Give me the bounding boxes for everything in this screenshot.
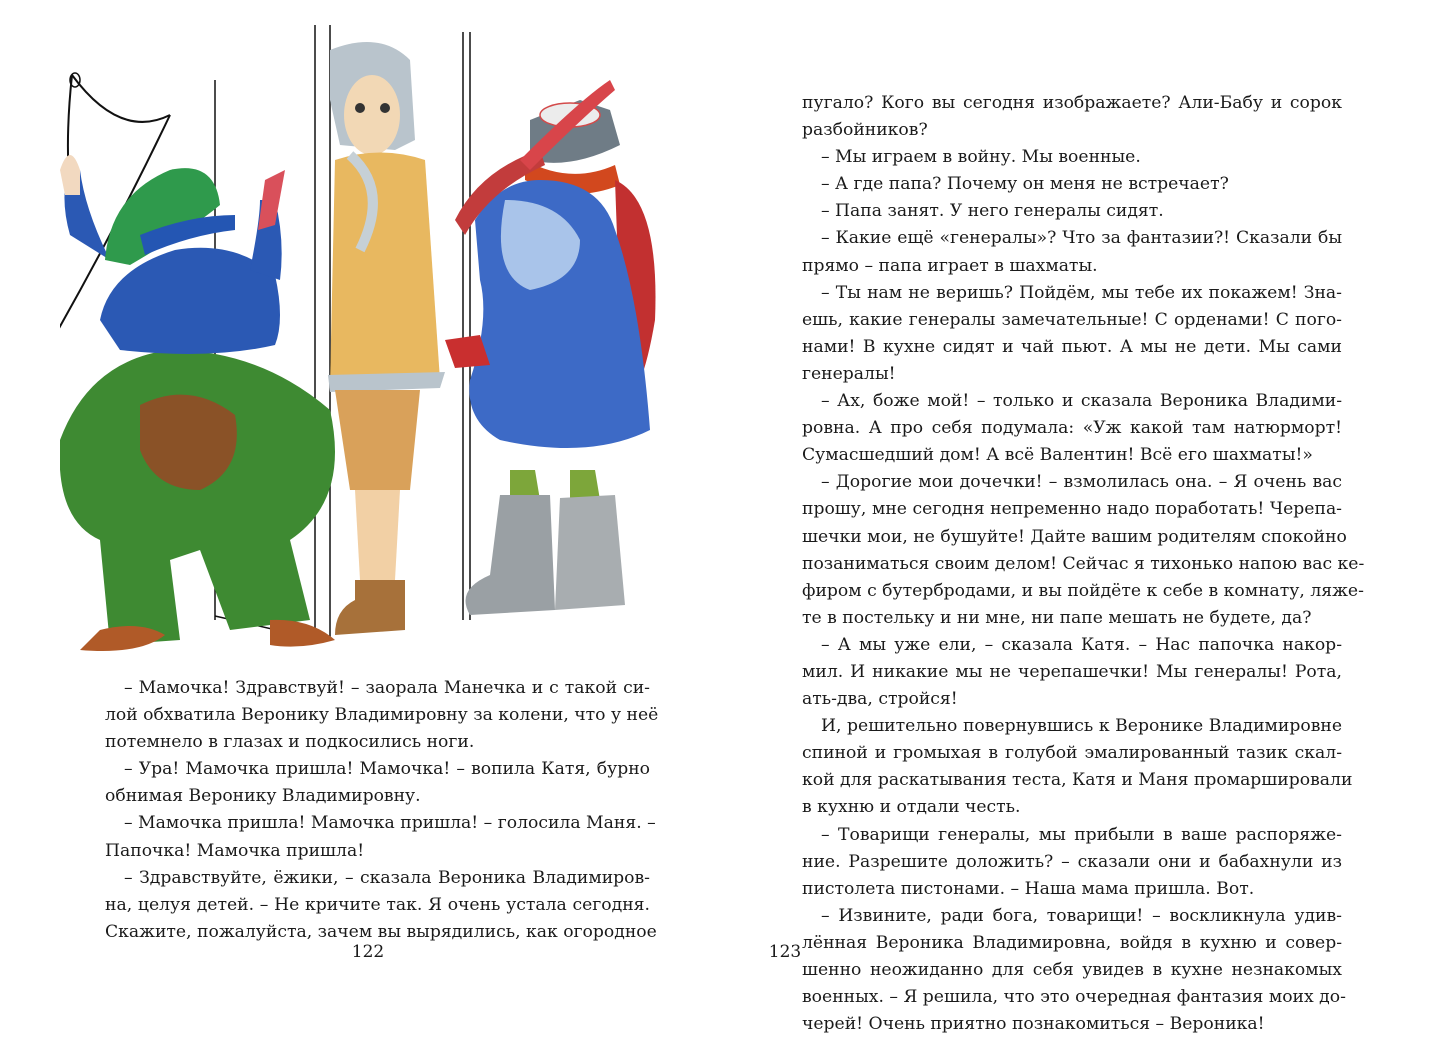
text-line: – Мамочка пришла! Мамочка пришла! – голосила Маня. –	[124, 813, 656, 834]
text-line: И, решительно повернувшись к Веронике Владимировне	[821, 716, 1342, 737]
left-page	[0, 0, 722, 1029]
text-line: ать-два, стройся!	[802, 689, 958, 710]
text-line: черей! Очень приятно познакомиться – Вероника!	[802, 1014, 1265, 1035]
text-line: – Товарищи генералы, мы прибыли в ваше распоряже-	[821, 824, 1342, 845]
text-line: обнимая Веронику Владимировну.	[105, 786, 421, 807]
right-page-text	[802, 90, 1365, 1038]
text-line: Сумасшедший дом! А всё Валентин! Всё его шахматы!»	[802, 445, 1313, 466]
text-line: – Мамочка! Здравствуй! – заорала Манечка и с такой си-	[124, 678, 650, 698]
text-line: – Ах, боже мой! – только и сказала Вероника Владими-	[821, 391, 1342, 412]
text-line: лённая Вероника Владимировна, войдя в кухню и совер-	[802, 932, 1342, 953]
text-line: военных. – Я решила, что это очередная фантазия моих до-	[802, 987, 1346, 1008]
text-line: генералы!	[802, 363, 896, 384]
text-line: пугало? Кого вы сегодня изображаете? Али-Бабу и сорок	[802, 93, 1342, 113]
text-line: прошу, мне сегодня непременно надо поработать! Черепа-	[802, 499, 1342, 520]
text-line: на, целуя детей. – Не кричите так. Я очень устала сегодня.	[105, 894, 650, 915]
text-line: в кухню и отдали честь.	[802, 797, 1021, 818]
text-line: – Здравствуйте, ёжики, – сказала Вероника Владимиров-	[124, 867, 650, 888]
text-line: лой обхватила Веронику Владимировну за колени, что у неё	[105, 705, 659, 726]
watercolor-illustration	[60, 20, 700, 660]
text-line: – Ура! Мамочка пришла! Мамочка! – вопила Катя, бурно	[124, 759, 650, 780]
text-line: – Ты нам не веришь? Пойдём, мы тебе их покажем! Зна-	[821, 282, 1342, 303]
text-line: потемнело в глазах и подкосились ноги.	[105, 732, 475, 753]
text-line: – Мы играем в войну. Мы военные.	[821, 147, 1141, 168]
text-line: ешь, какие генералы замечательные! С орденами! С пого-	[802, 309, 1342, 330]
text-line: мил. И никакие мы не черепашечки! Мы генералы! Рота,	[802, 661, 1342, 682]
text-line: спиной и громыхая в голубой эмалированный тазик скал-	[802, 743, 1342, 764]
text-line: – Папа занят. У него генералы сидят.	[821, 201, 1164, 222]
text-line: – Какие ещё «генералы»? Что за фантазии?! Сказали бы	[821, 228, 1342, 249]
right-page	[722, 0, 1445, 1035]
text-line: шечки мои, не бушуйте! Дайте вашим родителям спокойно	[802, 526, 1347, 547]
text-line: пистолета пистонами. – Наша мама пришла. Вот.	[802, 878, 1255, 899]
text-line: Скажите, пожалуйста, зачем вы вырядились, как огородное	[105, 921, 657, 942]
text-line: шенно неожиданно для себя увидев в кухне незнакомых	[802, 960, 1342, 980]
page-number: 122	[351, 942, 385, 962]
text-line: – А мы уже ели, – сказала Катя. – Нас папочка накор-	[821, 634, 1342, 655]
text-line: Папочка! Мамочка пришла!	[105, 840, 365, 861]
mother-figure	[328, 42, 445, 635]
text-line: ровна. А про себя подумала: «Уж какой там натюрморт!	[802, 418, 1342, 439]
text-line: фиром с бутербродами, и вы пойдёте к себе в комнату, ляже-	[802, 580, 1364, 601]
text-line: нами! В кухне сидят и чай пьют. А мы не дети. Мы сами	[802, 336, 1342, 357]
child-left-figure	[60, 155, 335, 651]
text-line: ние. Разрешите доложить? – сказали они и бабахнули из	[802, 851, 1342, 872]
left-page-text	[105, 675, 659, 946]
text-line: – Дорогие мои дочечки! – взмолилась она. – Я очень вас	[821, 472, 1342, 493]
text-line: – А где папа? Почему он меня не встречает?	[821, 174, 1229, 195]
text-line: разбойников?	[802, 120, 928, 141]
text-line: кой для раскатывания теста, Катя и Маня промаршировали	[802, 770, 1353, 791]
text-line: прямо – папа играет в шахматы.	[802, 255, 1098, 276]
text-line: позаниматься своим делом! Сейчас я тихонько напою вас ке-	[802, 553, 1365, 574]
child-right-figure	[445, 80, 656, 615]
page-number: 123	[768, 942, 802, 962]
text-line: те в постельку и ни мне, ни папе мешать не будете, да?	[802, 607, 1312, 628]
text-line: – Извините, ради бога, товарищи! – воскликнула удив-	[821, 905, 1342, 926]
